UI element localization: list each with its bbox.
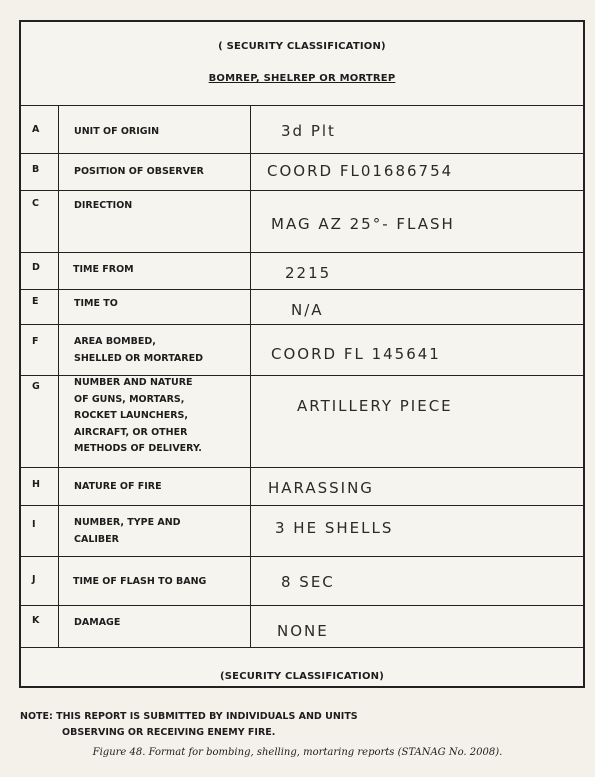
row-letter: D xyxy=(21,252,59,289)
form-row-k xyxy=(21,605,583,648)
row-value-area xyxy=(251,153,583,190)
row-letter: G xyxy=(21,375,59,467)
row-label: AREA BOMBED, SHELLED OR MORTARED xyxy=(59,324,251,375)
handwritten-value: N/A xyxy=(291,301,324,319)
row-label: TIME FROM xyxy=(59,252,251,289)
row-label: NUMBER, TYPE AND CALIBER xyxy=(59,505,251,556)
row-value-area xyxy=(251,467,583,505)
form-row-g xyxy=(21,375,583,468)
row-value-area xyxy=(251,252,583,289)
report-note xyxy=(20,709,580,741)
form-row-i xyxy=(21,505,583,557)
row-value-area xyxy=(251,556,583,605)
row-label: TIME OF FLASH TO BANG xyxy=(59,556,251,605)
row-label: DIRECTION xyxy=(59,190,251,252)
row-label: DAMAGE xyxy=(59,605,251,647)
row-value-area xyxy=(251,375,583,467)
handwritten-value: 8 SEC xyxy=(281,573,335,591)
row-label: TIME TO xyxy=(59,289,251,324)
form-title: BOMREP, SHELREP OR MORTREP xyxy=(208,73,396,84)
handwritten-value: COORD FL 145641 xyxy=(271,345,441,363)
form-row-h xyxy=(21,467,583,506)
form-row-j xyxy=(21,556,583,606)
row-value-area xyxy=(251,190,583,252)
note-line-1: NOTE: THIS REPORT IS SUBMITTED BY INDIVIDUALS AND UNITS xyxy=(20,711,358,722)
handwritten-value: COORD FL01686754 xyxy=(267,162,454,180)
form-row-e xyxy=(21,289,583,325)
form-row-f xyxy=(21,324,583,376)
row-value-area xyxy=(251,106,583,153)
row-letter: F xyxy=(21,324,59,375)
form-row-d xyxy=(21,252,583,290)
row-value-area xyxy=(251,605,583,647)
row-value-area xyxy=(251,505,583,556)
row-label: NATURE OF FIRE xyxy=(59,467,251,505)
form-row-b xyxy=(21,153,583,191)
handwritten-value: 2215 xyxy=(285,264,332,282)
row-label: POSITION OF OBSERVER xyxy=(59,153,251,190)
row-letter: I xyxy=(21,505,59,556)
report-form xyxy=(19,20,585,688)
row-letter: C xyxy=(21,190,59,252)
row-label: NUMBER AND NATURE OF GUNS, MORTARS, ROCKET LAUNCHERS, AIRCRAFT, OR OTHER METHODS OF DELIVERY. xyxy=(59,375,251,467)
row-label: UNIT OF ORIGIN xyxy=(59,106,251,153)
handwritten-value: ARTILLERY PIECE xyxy=(297,397,453,415)
handwritten-value: NONE xyxy=(277,622,329,640)
note-line-2: OBSERVING OR RECEIVING ENEMY FIRE. xyxy=(62,727,276,738)
form-row-a xyxy=(21,106,583,154)
row-letter: H xyxy=(21,467,59,505)
security-classification-top: ( SECURITY CLASSIFICATION) xyxy=(218,41,386,52)
row-letter: K xyxy=(21,605,59,647)
security-classification-bottom: (SECURITY CLASSIFICATION) xyxy=(220,671,384,682)
form-table xyxy=(21,105,583,640)
handwritten-value: MAG AZ 25°- FLASH xyxy=(271,215,455,233)
row-letter: J xyxy=(21,556,59,605)
row-letter: A xyxy=(21,106,59,153)
row-letter: E xyxy=(21,289,59,324)
handwritten-value: 3d Plt xyxy=(281,122,336,140)
handwritten-value: 3 HE SHELLS xyxy=(275,519,394,537)
form-row-c xyxy=(21,190,583,253)
row-value-area xyxy=(251,289,583,324)
handwritten-value: HARASSING xyxy=(268,479,374,497)
row-value-area xyxy=(251,324,583,375)
figure-caption: Figure 48. Format for bombing, shelling, mortaring reports (STANAG No. 2008). xyxy=(92,747,503,758)
row-letter: B xyxy=(21,153,59,190)
